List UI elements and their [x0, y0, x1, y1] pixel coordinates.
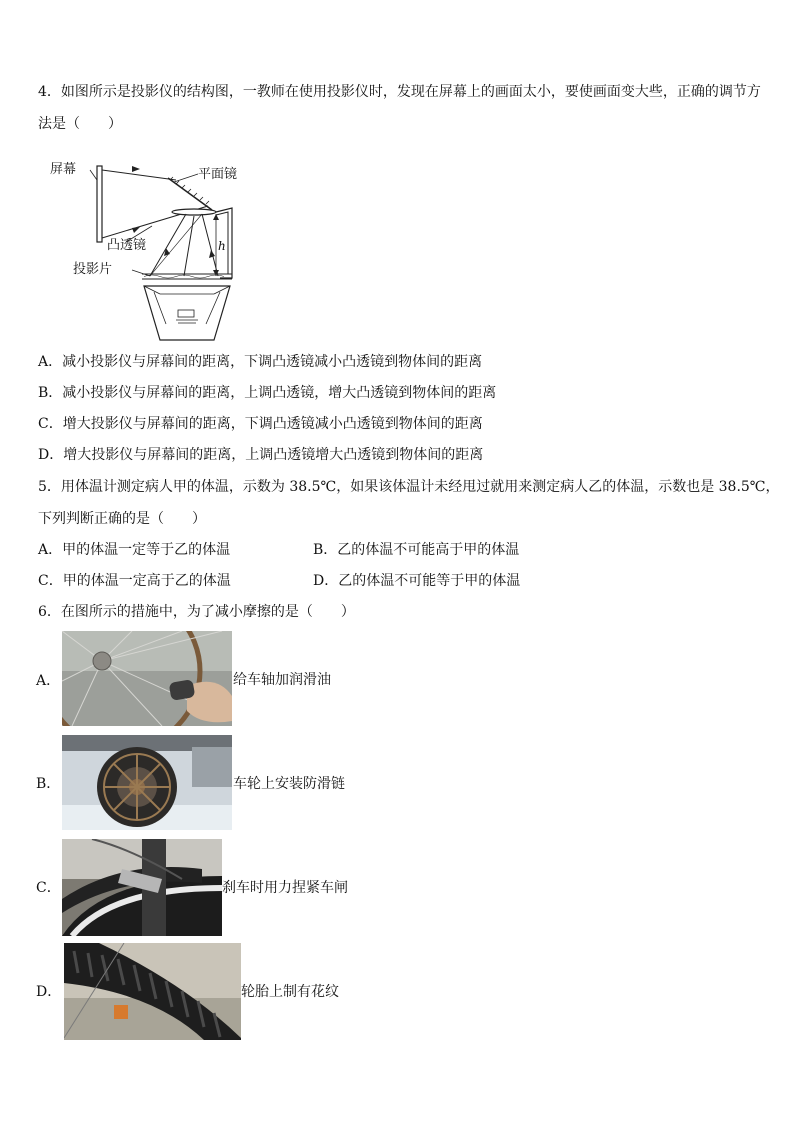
- q5-option-d: D．乙的体温不可能等于甲的体温: [313, 573, 521, 589]
- q4-option-c: C．增大投影仪与屏幕间的距离，下调凸透镜减小凸透镜到物体间的距离: [38, 416, 483, 432]
- bicycle-brake-photo: [62, 839, 222, 936]
- h-dimension-label: h: [218, 239, 226, 253]
- convex-lens-label: 凸透镜: [107, 238, 147, 253]
- q5-stem-line2: 下列判断正确的是（ ）: [38, 511, 206, 527]
- q5-stem-line1: 5．用体温计测定病人甲的体温，示数为 38.5℃，如果该体温计未经甩过就用来测定病人乙的体温，示数也是 38.5℃，: [38, 479, 780, 495]
- q4-stem-line2: 法是（ ）: [38, 116, 122, 132]
- q4-option-b: B．减小投影仪与屏幕间的距离，上调凸透镜，增大凸透镜到物体间的距离: [38, 385, 497, 401]
- q4-stem-line1: 4．如图所示是投影仪的结构图，一教师在使用投影仪时，发现在屏幕上的画面太小，要使画面变大些，正确的调节方: [38, 84, 761, 100]
- q5-option-a: A．甲的体温一定等于乙的体温: [38, 542, 231, 558]
- mirror-label: 平面镜: [198, 167, 238, 182]
- q4-option-a: A．减小投影仪与屏幕间的距离，下调凸透镜减小凸透镜到物体间的距离: [38, 354, 483, 370]
- screen-label: 屏幕: [50, 162, 77, 177]
- slide-label: 投影片: [73, 262, 113, 277]
- q6-option-c-letter: C．: [36, 880, 61, 896]
- q6-option-b-text: 车轮上安装防滑链: [233, 776, 345, 792]
- tire-tread-photo: [64, 943, 241, 1040]
- q6-stem: 6．在图所示的措施中，为了减小摩擦的是（ ）: [38, 604, 355, 620]
- projector-diagram: [40, 152, 260, 344]
- q5-option-b: B．乙的体温不可能高于甲的体温: [313, 542, 520, 558]
- bicycle-axle-oil-photo: [62, 631, 232, 726]
- q6-option-a-text: 给车轴加润滑油: [233, 672, 331, 688]
- q6-option-d-text: 轮胎上制有花纹: [241, 984, 339, 1000]
- snow-chain-wheel-photo: [62, 735, 232, 830]
- q6-option-a-letter: A．: [36, 673, 61, 689]
- q5-option-c: C．甲的体温一定高于乙的体温: [38, 573, 231, 589]
- convex-lens-shape: [172, 209, 216, 215]
- q4-option-d: D．增大投影仪与屏幕间的距离，上调凸透镜增大凸透镜到物体间的距离: [38, 447, 484, 463]
- screen-shape: [97, 166, 102, 242]
- q6-option-b-letter: B．: [36, 776, 61, 792]
- q6-option-d-letter: D．: [36, 984, 62, 1000]
- q6-option-c-text: 刹车时用力捏紧车闸: [222, 880, 348, 896]
